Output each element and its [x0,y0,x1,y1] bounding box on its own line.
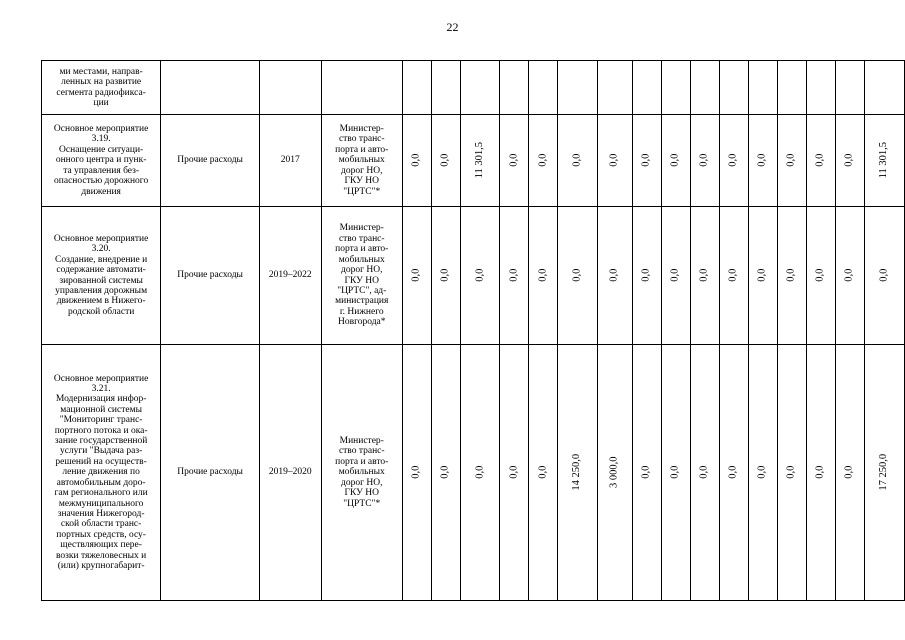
value-cell [748,61,777,115]
executor-line: "ЦРТС"* [343,186,381,197]
value-cell [748,345,777,601]
value-text: 0,0 [785,465,797,480]
executor-cell [321,345,402,601]
executor-line: ство транс- [338,446,385,457]
value-cell [460,207,499,345]
activity-name-line: портного потока и ока- [54,425,148,436]
activity-name-line: решений на осуществ- [55,456,147,467]
value-cell [402,115,431,207]
activity-name-line: Основное мероприятие [53,233,149,244]
value-text: 0,0 [698,268,710,283]
executor-cell [321,115,402,207]
value-cell [500,345,529,601]
activity-name-cell [42,61,161,115]
value-text: 0,0 [878,268,890,283]
executor-line: порта и авто- [335,456,389,467]
value-cell [719,345,748,601]
value-cell [806,61,835,115]
value-text: 0,0 [439,465,451,480]
value-cell [402,61,431,115]
activity-name-line: межмуниципального [58,498,144,509]
executor-line: Министер- [339,436,384,447]
activity-name-line: мационной системы [60,404,142,415]
value-text: 0,0 [756,465,768,480]
activity-name-line: ленных на развитие [61,77,142,88]
value-cell [500,207,529,345]
value-cell [836,207,865,345]
value-cell [632,115,661,207]
value-text: 0,0 [571,268,583,283]
value-text: 0,0 [410,465,422,480]
value-cell [529,61,558,115]
value-cell [777,61,806,115]
value-cell [460,115,499,207]
value-text: 0,0 [756,268,768,283]
activity-name-line: опасностью дорожного [54,176,149,187]
budget-table [41,60,905,601]
value-text: 0,0 [640,465,652,480]
value-text: 0,0 [473,465,485,480]
value-cell [836,61,865,115]
value-text: 0,0 [439,268,451,283]
value-text: 0,0 [814,465,826,480]
value-text: 0,0 [843,465,855,480]
activity-name-line: ление движения по [62,467,140,478]
value-text: 0,0 [727,465,739,480]
table-row [42,115,905,207]
value-text: 0,0 [669,268,681,283]
activity-name-line: гам регионального или [54,488,148,499]
expense-type-cell: Прочие расходы [161,115,260,207]
value-text: 0,0 [608,268,620,283]
value-cell [661,207,690,345]
value-cell [529,115,558,207]
value-text: 0,0 [537,153,549,168]
activity-name-line: содержание автомати- [56,265,146,276]
value-cell [777,207,806,345]
period-cell: 2017 [259,115,321,207]
value-text: 0,0 [473,268,485,283]
activity-name-line: онного центра и пунк- [55,155,147,166]
value-cell [661,61,690,115]
value-cell [806,345,835,601]
value-text: 0,0 [508,465,520,480]
value-cell [431,345,460,601]
activity-name-line: родской области [67,306,135,317]
value-text: 0,0 [698,465,710,480]
value-cell [529,207,558,345]
executor-line: г. Нижнего [339,306,384,317]
activity-name-cell [42,345,161,601]
value-text: 0,0 [843,268,855,283]
value-text: 11 301,5 [878,142,890,179]
expense-type-cell [161,61,260,115]
activity-name-line: автомобильным доро- [56,477,146,488]
executor-line: мобильных [338,467,385,478]
period-cell [259,61,321,115]
value-cell [806,115,835,207]
activity-name-line: зание государственной [54,436,148,447]
value-text: 0,0 [727,153,739,168]
executor-line: Министер- [339,223,384,234]
value-text: 0,0 [537,465,549,480]
value-cell [865,345,905,601]
executor-line: ГКУ НО [344,176,379,187]
value-cell [598,345,633,601]
executor-line: мобильных [338,155,385,166]
activity-name-line: Оснащение ситуаци- [59,144,144,155]
value-cell [719,61,748,115]
value-text: 0,0 [814,153,826,168]
value-text: 17 250,0 [878,454,890,491]
value-text: 0,0 [698,153,710,168]
value-text: 0,0 [785,268,797,283]
activity-name-line: (или) крупногабарит- [57,560,145,571]
value-cell [690,61,719,115]
value-cell [690,207,719,345]
activity-name-cell [42,207,161,345]
page-number: 22 [446,20,459,34]
value-cell [632,61,661,115]
value-cell [777,345,806,601]
value-text: 0,0 [410,268,422,283]
table-row [42,345,905,601]
executor-cell [321,61,402,115]
value-text: 3 000,0 [608,456,620,489]
value-cell [431,115,460,207]
value-cell [719,207,748,345]
executor-line: дорог НО, [341,265,383,276]
value-cell [865,207,905,345]
value-text: 0,0 [410,153,422,168]
executor-line: мобильных [338,254,385,265]
executor-cell [321,207,402,345]
value-cell [661,115,690,207]
value-cell [558,207,598,345]
value-text: 0,0 [508,268,520,283]
activity-name-line: ции [93,97,109,108]
value-cell [806,207,835,345]
value-cell [836,345,865,601]
value-text: 0,0 [640,153,652,168]
value-cell [402,207,431,345]
value-text: 0,0 [727,268,739,283]
executor-line: порта и авто- [335,144,389,155]
activity-name-line: услуги "Выдача раз- [59,446,143,457]
activity-name-line: зированной системы [59,275,143,286]
executor-line: ство транс- [338,134,385,145]
table-row [42,207,905,345]
executor-line: ство транс- [338,233,385,244]
expense-type-cell: Прочие расходы [161,345,260,601]
value-text: 14 250,0 [571,454,583,491]
value-text: 0,0 [608,153,620,168]
value-text: 0,0 [537,268,549,283]
activity-name-line: возки тяжеловесных и [55,550,147,561]
value-cell [719,115,748,207]
value-cell [558,61,598,115]
value-cell [632,345,661,601]
executor-line: "ЦРТС"* [343,498,381,509]
value-cell [690,345,719,601]
activity-name-line: управления дорожным [55,285,148,296]
value-text: 0,0 [640,268,652,283]
value-cell [460,61,499,115]
value-text: 0,0 [669,153,681,168]
value-text: 0,0 [571,153,583,168]
activity-name-line: портных средств, осу- [56,529,146,540]
value-text: 0,0 [785,153,797,168]
executor-line: Министер- [339,124,384,135]
activity-name-line: Основное мероприятие [53,373,149,384]
table-row [42,61,905,115]
activity-name-cell [42,115,161,207]
value-cell [598,207,633,345]
value-cell [865,115,905,207]
value-cell [836,115,865,207]
executor-line: дорог НО, [341,165,383,176]
activity-name-line: та управления без- [63,165,140,176]
value-cell [748,207,777,345]
executor-line: "ЦРТС", ад- [337,285,387,296]
value-cell [661,345,690,601]
activity-name-line: Создание, внедрение и [55,254,148,265]
value-cell [460,345,499,601]
value-text: 11 301,5 [473,142,485,179]
value-text: 0,0 [814,268,826,283]
value-cell [690,115,719,207]
activity-name-line: сегмента радиофикса- [56,87,146,98]
value-cell [529,345,558,601]
value-text: 0,0 [843,153,855,168]
activity-name-line: ской области транс- [60,519,142,530]
value-cell [777,115,806,207]
value-cell [598,115,633,207]
activity-name-line: Модернизация инфор- [55,394,147,405]
activity-name-line: 3.20. [91,244,111,255]
value-text: 0,0 [508,153,520,168]
value-text: 0,0 [439,153,451,168]
activity-name-line: ми местами, направ- [59,66,143,77]
executor-line: порта и авто- [335,244,389,255]
value-cell [402,345,431,601]
period-cell: 2019–2020 [259,345,321,601]
value-cell [431,61,460,115]
value-cell [598,61,633,115]
activity-name-line: 3.21. [91,384,111,395]
activity-name-line: движением в Нижего- [56,296,146,307]
executor-line: Новгорода* [337,317,386,328]
expense-type-cell: Прочие расходы [161,207,260,345]
activity-name-line: Основное мероприятие [53,124,149,135]
value-cell [431,207,460,345]
executor-line: ГКУ НО [344,275,379,286]
value-cell [558,115,598,207]
period-cell: 2019–2022 [259,207,321,345]
value-cell [500,61,529,115]
activity-name-line: 3.19. [91,134,111,145]
value-cell [500,115,529,207]
executor-line: министрация [335,296,389,307]
activity-name-line: ществляющих пере- [60,540,142,551]
value-text: 0,0 [669,465,681,480]
activity-name-line: значения Нижегород- [57,508,145,519]
value-cell [632,207,661,345]
activity-name-line: движения [81,186,121,197]
activity-name-line: "Мониторинг транс- [59,415,143,426]
value-cell [748,115,777,207]
value-cell [865,61,905,115]
executor-line: дорог НО, [341,477,383,488]
value-text: 0,0 [756,153,768,168]
value-cell [558,345,598,601]
executor-line: ГКУ НО [344,488,379,499]
